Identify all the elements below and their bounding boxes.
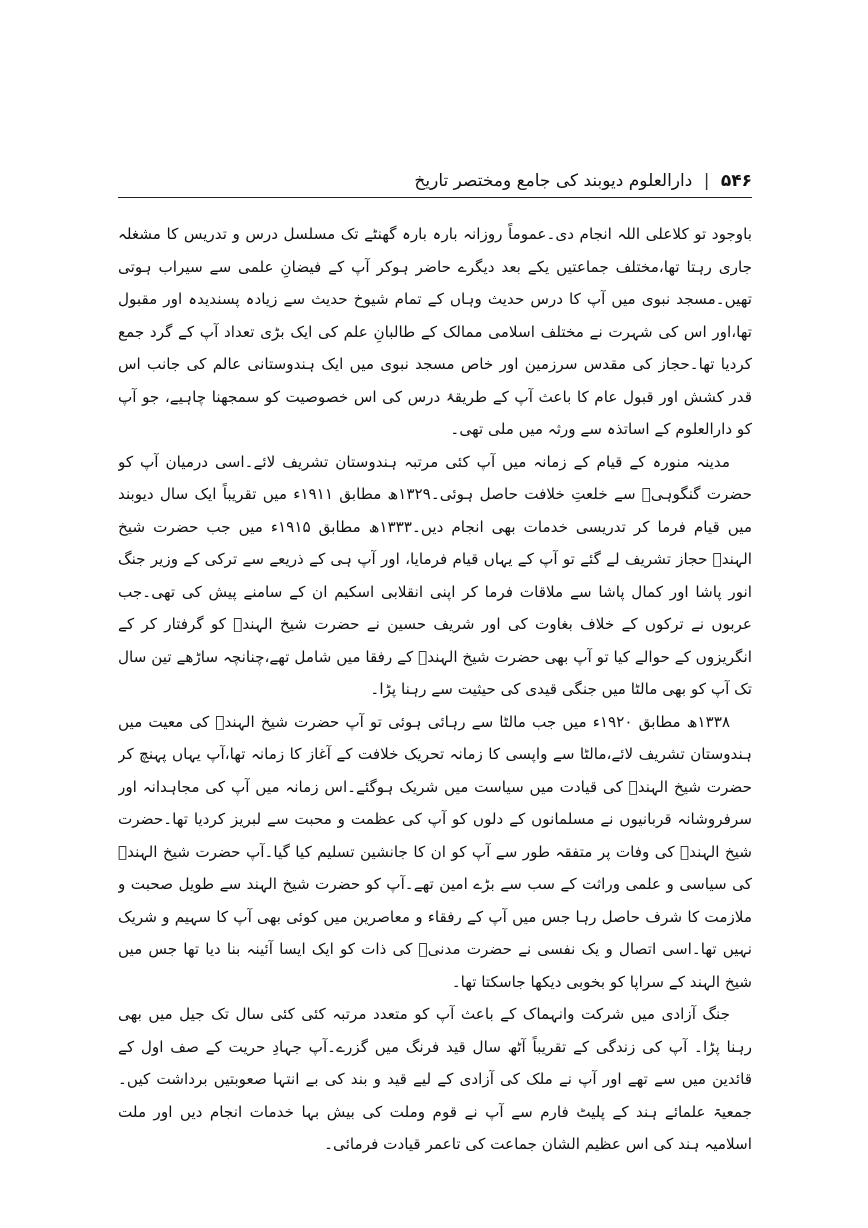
book-title: دارالعلوم دیوبند کی جامع ومختصر تاریخ — [414, 171, 693, 191]
paragraph-3: ۱۳۳۸ھ مطابق ۱۹۲۰ء میں جب مالٹا سے رہائی ہوئی تو آپ حضرت شیخ الہندؒ کی معیت میں ہندوستان تشریف لائے،مالٹا سے واپسی کا زمانہ تحریک خلافت کے آغاز کا زمانہ تھا،آپ یہاں پہنچ کر حضرت شیخ الہندؒ کی قیادت میں سیاست میں شریک ہوگئے۔اس زمانہ میں آپ کی مجاہدانہ اور سرفروشانہ قربانیوں نے مسلمانوں کے دلوں کو آپ کی عظمت و محبت سے لبریز کردیا تھا۔حضرت شیخ الہندؒ کی وفات پر متفقہ طور سے آپ کو ان کا جانشین تسلیم کیا گیا۔آپ حضرت شیخ الہندؒ کی سیاسی و علمی وراثت کے سب سے بڑے امین تھے۔آپ کو حضرت شیخ الہند سے طویل صحبت و ملازمت کا شرف حاصل رہا جس میں آپ کے رفقاء و معاصرین میں کوئی بھی آپ کا سہیم و شریک نہیں تھا۔اسی اتصال و یک نفسی نے حضرت مدنیؒ کی ذات کو ایک ایسا آئینہ بنا دیا تھا جس میں شیخ الہند کے سراپا کو بخوبی دیکھا جاسکتا تھا۔ — [118, 712, 752, 991]
body-text — [118, 218, 752, 1178]
header-rule — [118, 197, 752, 198]
paragraph-2: مدینہ منورہ کے قیام کے زمانہ میں آپ کئی مرتبہ ہندوستان تشریف لائے۔اسی درمیان آپ کو حضرت گنگوہیؒ سے خلعتِ خلافت حاصل ہوئی۔۱۳۲۹ھ مطابق ۱۹۱۱ء میں تقریباً ایک سال دیوبند میں قیام فرما کر تدریسی خدمات بھی انجام دیں۔۱۳۳۳ھ مطابق ۱۹۱۵ء میں جب حضرت شیخ الہندؒ حجاز تشریف لے گئے تو آپ کے یہاں قیام فرمایا، اور آپ ہی کے ذریعے سے ترکی کے وزیر جنگ انور پاشا اور کمال پاشا سے ملاقات فرما کر اپنی انقلابی اسکیم ان کے سامنے پیش کی تھی۔جب عربوں نے ترکوں کے خلاف بغاوت کی اور شریف حسین نے حضرت شیخ الہندؒ کو گرفتار کر کے انگریزوں کے حوالے کیا تو آپ بھی حضرت شیخ الہندؒ کے رفقا میں شامل تھے،چنانچہ ساڑھے تین سال تک آپ کو بھی مالٹا میں جنگی قیدی کی حیثیت سے رہنا پڑا۔ — [118, 452, 752, 698]
paragraph-4: جنگ آزادی میں شرکت وانہماک کے باعث آپ کو متعدد مرتبہ کئی کئی سال تک جیل میں بھی رہنا پڑا۔ آپ کی زندگی کے تقریباً آٹھ سال قید فرنگ میں گزرے۔آپ جہادِ حریت کے صف اول کے قائدین میں سے تھے اور آپ نے ملک کی آزادی کے لیے قید و بند کی بے انتہا صعوبتیں برداشت کیں۔جمعیۃ علمائے ہند کے پلیٹ فارم سے آپ نے قوم وملت کی بیش بہا خدمات انجام دیں اور ملت اسلامیہ ہند کی اس عظیم الشان جماعت کی تاعمر قیادت فرمائی۔ — [118, 1005, 752, 1153]
paragraph-1: باوجود تو کلاعلی اللہ انجام دی۔عموماً روزانہ بارہ بارہ گھنٹے تک مسلسل درس و تدریس کا مشغلہ جاری رہتا تھا،مختلف جماعتیں یکے بعد دیگرے حاضر ہوکر آپ کے فیضانِ علمی سے سیراب ہوتی تھیں۔مسجد نبوی میں آپ کا درس حدیث وہاں کے تمام شیوخ حدیث سے زیادہ پسندیدہ اور مقبول تھا،اور اس کی شہرت نے مختلف اسلامی ممالک کے طالبانِ علم کی ایک بڑی تعداد آپ کے گرد جمع کردیا تھا۔حجاز کی مقدس سرزمین اور خاص مسجد نبوی میں ایک ہندوستانی عالم کی جانب اس قدر کشش اور قبول عام کا باعث آپ کے طریقۂ درس کی اس خصوصیت کو سمجھنا چاہیے، جو آپ کو دارالعلوم کے اساتذہ سے ورثہ میں ملی تھی۔ — [118, 225, 752, 438]
running-header — [118, 168, 752, 194]
header-separator: | — [703, 171, 710, 191]
page-number: ۵۴۶ — [720, 171, 752, 191]
